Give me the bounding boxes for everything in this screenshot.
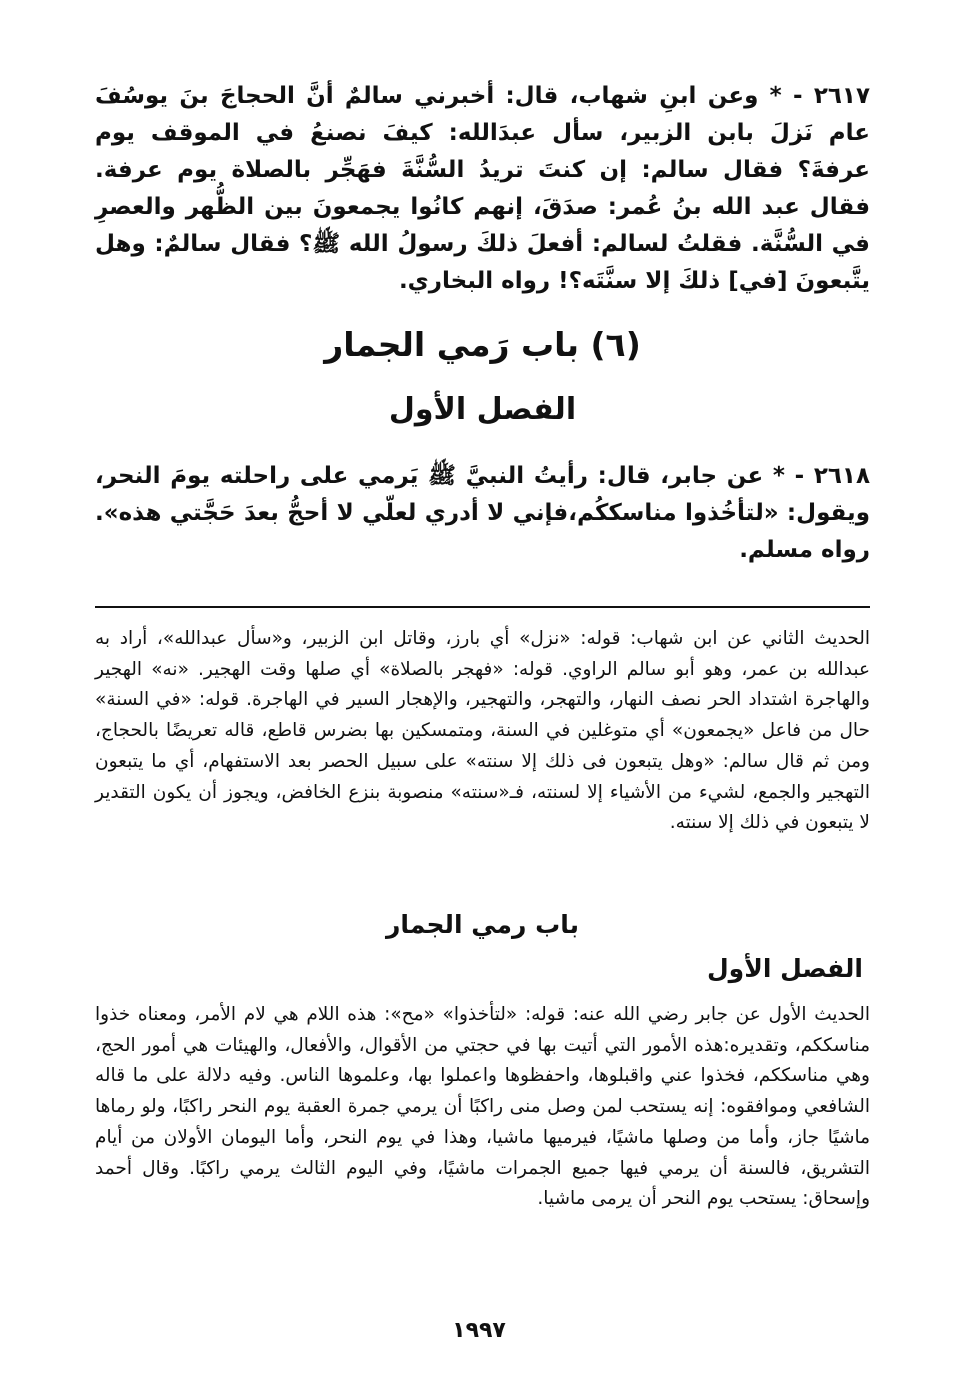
commentary-paragraph-2: الحديث الأول عن جابر رضي الله عنه: قوله: «لتأخذوا» «مح»: هذه اللام هي لام الأمر، ومعناه خذوا مناسككم، وتقديره:هذه الأمور التي أتيت بها في حجتي من الأقوال، والأفعال، والهيئات هي أمور الحج، وهي مناسككم، فخذوا عني واقبلوها، واحفظوها واعملوا بها، وعلموها الناس. وفيه دلالة على ما قاله الشافعي وموافقوه: إنه يستحب لمن وصل منى راكبًا أن يرمي جمرة العقبة يوم النحر راكبًا، ولو رماها ماشيًا جاز، وأما من وصلها ماشيًا، فيرميها ماشيا، وهذا في يوم النحر، وأما اليومان الأولان من أيام التشريق، فالسنة أن يرمي فيها جميع الجمرات ماشيًا، وفي اليوم الثالث يرمي راكبًا. وقال أحمد وإسحاق: يستحب يوم النحر أن يرمى ماشيا. — [95, 1004, 870, 1210]
commentary-section-title: الفصل الأول — [706, 954, 863, 983]
hadith-text: - * وعن ابنِ شهاب، قال: أخبرني سالمٌ أنَّ الحجاجَ بنَ يوسُفَ عام نَزلَ بابن الزبير، سأل عبدَالله: كيفَ نصنعُ في الموقف يوم عرفةَ؟ فقال سالم: إن كنتَ تريدُ السُّنَّةَ فهَجِّر بالصلاة يوم عرفة. فقال عبد الله بنُ عُمر: صدَقَ، إنهم كانُوا يجمعونَ بين الظُّهر والعصرِ في السُّنَّة. فقلتُ لسالم: أفعلَ ذلكَ رسولُ الله ﷺ؟ فقال سالمٌ: وهل يتَّبعونَ [في] ذلكَ إلا سنَّتَه؟! رواه البخاري. — [95, 83, 870, 294]
hadith-2618 — [95, 458, 870, 569]
section-title: الفصل الأول — [388, 392, 577, 427]
hadith-text: - * عن جابر، قال: رأيتُ النبيَّ ﷺ يَرمي على راحلته يومَ النحر، ويقول: «لتأخُذوا مناسككُم،فإني لا أدري لعلّي لا أحجُّ بعدَ حَجَّتي هذه». رواه مسلم. — [95, 463, 870, 563]
hadith-number: ٢٦١٨ — [813, 463, 871, 489]
chapter-title: (٦) باب رَمي الجمار — [324, 325, 641, 364]
hadith-2617 — [95, 78, 870, 300]
commentary-paragraph-1: الحديث الثاني عن ابن شهاب: قوله: «نزل» أي بارز، وقاتل ابن الزبير، و«سأل عبدالله»، أراد به عبدالله بن عمر، وهو أبو سالم الراوي. قوله: «فهجر بالصلاة» أي صلها وقت الهجير. «نه» الهجير والهاجرة اشتداد الحر نصف النهار، والتهجر، والتهجير، والإهجار السير في الهاجرة. قوله: «في السنة» حال من فاعل «يجمعون» أي متوغلين في السنة، ومتمسكين بها بضرس قاطع، قاله تعريضًا بالحجاج، ومن ثم قال سالم: «وهل يتبعون فى ذلك إلا سنته» على سبيل الحصر بعد الاستفهام، أي ما يتبعون التهجير والجمع، لشيء من الأشياء إلا لسنته، فـ«سنته» منصوبة بنزع الخافض، ويجوز أن يكون التقدير لا يتبعون في ذلك إلا سنته. — [95, 628, 870, 834]
page-number: ١٩٩٧ — [452, 1318, 506, 1343]
footnote-divider — [95, 606, 870, 608]
hadith-number: ٢٦١٧ — [813, 83, 870, 109]
commentary-chapter-title: باب رمي الجمار — [386, 910, 579, 939]
